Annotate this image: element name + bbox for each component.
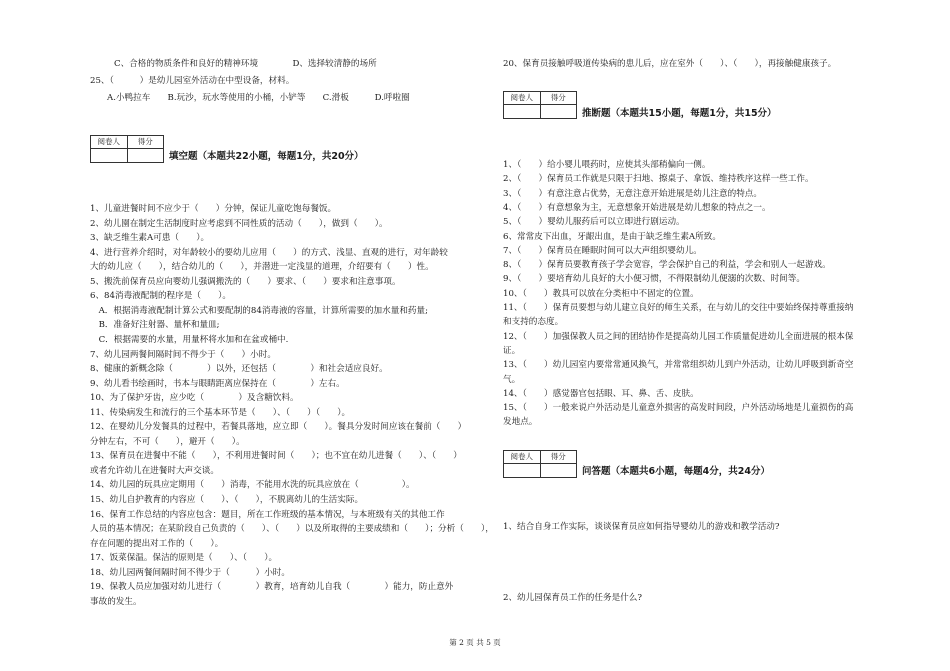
section-title-fill-in: 填空题（本题共22小题，每题1分，共20分） [169, 151, 364, 162]
fill-in-line: 17、饭菜保温。保洁的原则是（ ）、（ ）。 [90, 553, 278, 564]
fill-in-line: 9、幼儿看书绘画时，书本与眼睛距离应保持在（ ）左右。 [90, 378, 345, 389]
fill-in-line: 2、幼儿園在制定生活制度时应考虑到不同性质的活动（ ），做到（ ）。 [90, 218, 388, 229]
fill-in-line: 大的幼儿应（ ），结合幼儿的（ ），并潜进一定浅显的道理，介绍要有（ ）性。 [90, 262, 434, 273]
judgment-line: 3、（ ）有意注意占优势，无意注意开始进展是幼儿注意的特点。 [503, 188, 762, 199]
fill-in-line: 16、保育工作总结的内容应包含：题目，所在工作班级的基本情况，与本班级有关的其他工作 [90, 509, 445, 520]
fill-in-line: 18、幼儿园两餐间隔时间不得少于（ ）小时。 [90, 567, 290, 578]
judgment-line: 4、（ ）有意想象为主，无意想象开始进展是幼儿想象的特点之一。 [503, 202, 771, 213]
judgment-line: 14、（ ）感觉器官包括眼、耳、鼻、舌、皮肤。 [503, 388, 699, 399]
question-25-options: A.小鸭拉车 B.玩沙，玩水等使用的小桶，小铲等 C.滑板 D.呼啦圈 [107, 93, 410, 103]
judgment-line: 15、（ ）一般来说户外活动是儿童意外损害的高发时间段，户外活动场地是儿童损伤的高 [503, 403, 854, 414]
score-box-fill-in [90, 135, 164, 163]
fill-in-line: B．准备好注射器、量杯和量皿; [90, 320, 220, 331]
judgment-line: 和支持的态度。 [503, 317, 564, 328]
fill-in-line: C．根据需要的水量，用量杯将水加和在盆或桶中. [90, 335, 289, 345]
judgment-line: 10、（ ）教具可以放在分类柜中不固定的位置。 [503, 288, 699, 299]
question-20: 20、保育员接触呼吸道传染病的患儿后，应在室外（ ）、（ ），再接触健康孩子。 [503, 59, 837, 69]
fill-in-line: 7、幼儿园两餐间隔时间不得少于（ ）小时。 [90, 349, 276, 360]
fill-in-line: 8、健康的新概念除（ ）以外，还包括（ ）和社会适应良好。 [90, 364, 388, 375]
judgment-line: 5、（ ）婴幼儿服药后可以立即进行剧运动。 [503, 217, 685, 228]
judgment-line: 2、（ ）保育员工作就是只限于扫地、擦桌子、拿饭、维持秩序这样一些工作。 [503, 174, 814, 185]
judgment-line: 6、常常皮下出血，牙龈出血，是由于缺乏维生素A所致。 [503, 231, 721, 242]
judgment-line: 7、（ ）保育员在睡眠时间可以大声组织婴幼儿。 [503, 245, 702, 256]
fill-in-line: 10、为了保护牙齿，应少吃（ ）及含糖饮料。 [90, 393, 299, 404]
judgment-line: 1、（ ）给小婴儿喂药时，应使其头部稍偏向一侧。 [503, 160, 711, 170]
fill-in-line: 分钟左右，不可（ ），避开（ ）。 [90, 436, 245, 447]
fill-in-line: 13、保育员在进餐中不能（ ），不利用进餐时间（ ）；也不宜在幼儿进餐（ ）、（ ） [90, 451, 462, 462]
question-25: 25、（ ）是幼儿园室外活动在中型设备，材料。 [90, 76, 295, 86]
grader-label: 阅卷人 [504, 92, 540, 105]
judgment-line: 发地点。 [503, 417, 538, 428]
page-footer: 第 2 页 共 5 页 [449, 638, 501, 647]
fill-in-line: 事故的发生。 [90, 596, 142, 607]
qa-question-2: 2、幼儿园保育员工作的任务是什么? [503, 593, 642, 603]
fill-in-line: 人员的基本情况；在某阶段自己负责的（ ）、（ ）以及所取得的主要成绩和（ ）；分析（ ）， [90, 524, 494, 535]
score-box-judgment [503, 91, 577, 119]
fill-in-line: 5、搬洗前保育员应向婴幼儿强调搬洗的（ ）要求、（ ）要求和注意事项。 [90, 276, 401, 287]
qa-question-1: 1、结合自身工作实际，谈谈保育员应如何指导婴幼儿的游戏和教学活动? [503, 522, 780, 532]
score-label: 得分 [128, 136, 164, 149]
fill-in-line: 存在问题的提出对工作的（ ）。 [90, 538, 224, 549]
score-label: 得分 [541, 451, 577, 464]
fill-in-line: 3、缺乏维生素A可患（ ）。 [90, 233, 210, 244]
judgment-line: 证。 [503, 345, 521, 356]
score-label: 得分 [541, 92, 577, 105]
fill-in-line: 6、84消毒液配制的程序是（ ）。 [90, 291, 232, 302]
fill-in-line: 4、进行营养介绍时，对年龄较小的要幼儿应用（ ）的方式、浅显、直观的进行，对年龄较 [90, 247, 448, 258]
judgment-line: 8、（ ）保育员要教育孩子学会宽容，学会保护自己的利益，学会和别人一起游戏。 [503, 260, 831, 271]
grader-label: 阅卷人 [91, 136, 127, 149]
fill-in-line: 1、儿童进餐时间不应少于（ ）分钟，保证儿童吃饱每餐饭。 [90, 204, 337, 214]
score-box-qa [503, 450, 577, 478]
judgment-line: 13、（ ）幼儿园室内要常常通风换气，并常常组织幼儿到户外活动，让幼儿呼吸到新奇空 [503, 360, 854, 371]
fill-in-line: 19、保教人员应加强对幼儿进行（ ）教育，培育幼儿自我（ ）能力，防止意外 [90, 582, 454, 593]
judgment-line: 气。 [503, 374, 521, 385]
fill-in-line: 15、幼儿自护教育的内容应（ ）、（ ），不脱离幼儿的生活实际。 [90, 495, 364, 505]
fill-in-line: 14、幼儿园的玩具应定期用（ ）消毒，不能用水洗的玩具应放在（ ）。 [90, 480, 415, 491]
judgment-line: 11、（ ）保育员要想与幼儿建立良好的师生关系，在与幼儿的交往中要始终保持尊重接纳 [503, 303, 854, 313]
judgment-line: 12、（ ）加强保教人员之间的团结协作是提高幼儿园工作质量促进幼儿全面进展的根本保 [503, 331, 854, 342]
grader-label: 阅卷人 [504, 451, 540, 464]
fill-in-line: 12、在婴幼儿分发餐具的过程中，若餐具落地，应立即（ ）。餐具分发时间应该在餐前（ ） [90, 422, 467, 433]
section-title-judgment: 推断题（本题共15小题，每题1分，共15分） [582, 108, 777, 119]
question-24-option-cd: C、合格的物质条件和良好的精神环境 D、选择较清静的场所 [114, 59, 377, 69]
fill-in-line: 11、传染病发生和流行的三个基本环节是（ ）、（ ）（ ）。 [90, 407, 351, 418]
section-title-qa: 问答题（本题共6小题，每题4分，共24分） [582, 466, 770, 477]
fill-in-line: A．根据消毒液配制计算公式和要配制的84消毒液的容量，计算所需要的加水量和药量; [90, 305, 429, 316]
judgment-line: 9、（ ）要培育幼儿良好的大小便习惯，不得限制幼儿便溺的次数、时间等。 [503, 274, 805, 285]
fill-in-line: 或者允许幼儿在进餐时大声交谈。 [90, 465, 219, 476]
